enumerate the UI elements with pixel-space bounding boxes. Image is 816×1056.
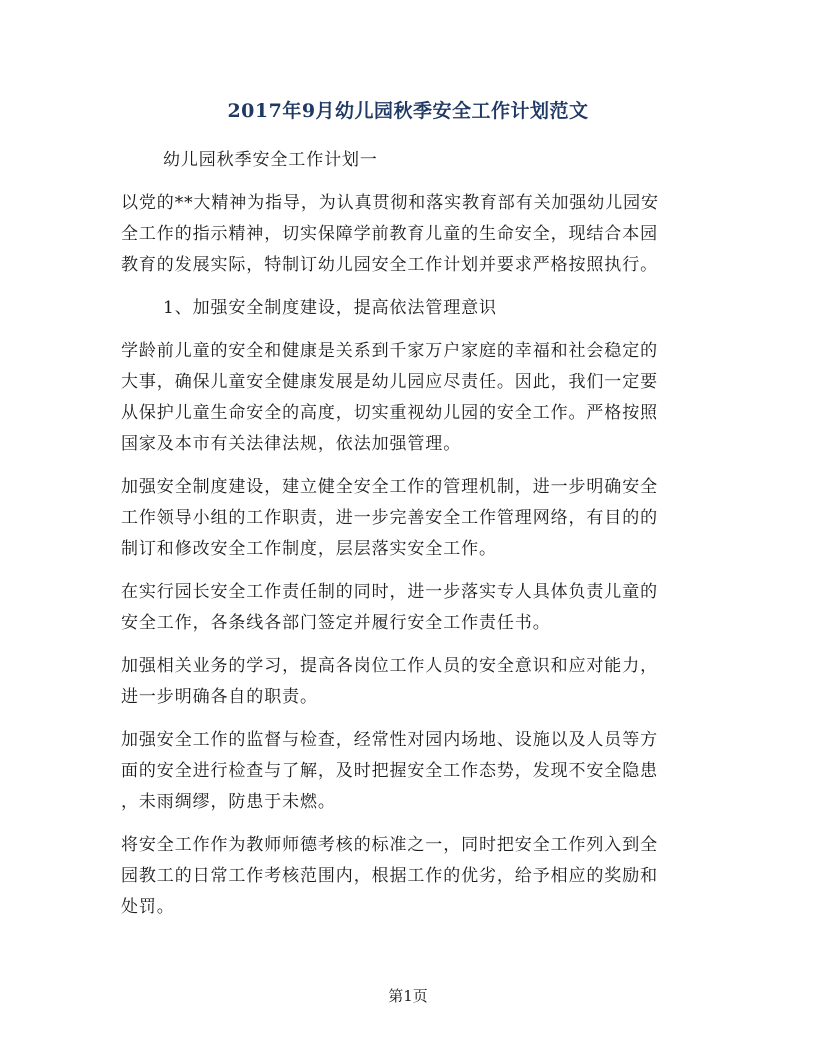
paragraph-gap <box>121 565 697 577</box>
paragraph <box>121 577 697 639</box>
paragraph-gap <box>121 460 697 472</box>
text-line: 处罚。 <box>121 897 175 917</box>
text-line: 教育的发展实际，特制订幼儿园安全工作计划并要求严格按照执行。 <box>121 255 658 275</box>
text-line: 安全工作，各条线各部门签定并履行安全工作责任书。 <box>121 613 551 633</box>
text-line: 进一步明确各自的职责。 <box>121 687 318 707</box>
text-line: 大事，确保儿童安全健康发展是幼儿园应尽责任。因此，我们一定要 <box>121 372 658 392</box>
paragraph <box>121 830 697 923</box>
paragraph-gap <box>121 324 697 336</box>
text-line: 加强相关业务的学习，提高各岗位工作人员的安全意识和应对能力， <box>121 656 658 676</box>
paragraph-gap <box>121 818 697 830</box>
text-line: 制订和修改安全工作制度，层层落实安全工作。 <box>121 539 497 559</box>
text-line: 1、加强安全制度建设，提高依法管理意识 <box>163 298 497 318</box>
paragraph-gap <box>121 176 697 188</box>
paragraph-gap <box>121 713 697 725</box>
text-line: 全工作的指示精神，切实保障学前教育儿童的生命安全，现结合本园 <box>121 224 658 244</box>
document-body <box>121 145 697 923</box>
text-line: 在实行园长安全工作责任制的同时，进一步落实专人具体负责儿童的 <box>121 582 658 602</box>
paragraph <box>121 472 697 565</box>
paragraph <box>121 293 697 324</box>
paragraph <box>121 651 697 713</box>
text-line: 国家及本市有关法律法规，依法加强管理。 <box>121 434 462 454</box>
paragraph <box>121 725 697 818</box>
paragraph-gap <box>121 281 697 293</box>
text-line: ，未雨绸缪，防患于未燃。 <box>121 792 336 812</box>
text-line: 工作领导小组的工作职责，进一步完善安全工作管理网络，有目的的 <box>121 508 658 528</box>
paragraph <box>121 336 697 460</box>
paragraph-gap <box>121 639 697 651</box>
text-line: 园教工的日常工作考核范围内，根据工作的优劣，给予相应的奖励和 <box>121 866 658 886</box>
page-number: 第1页 <box>388 987 428 1005</box>
text-line: 加强安全工作的监督与检查，经常性对园内场地、设施以及人员等方 <box>121 730 658 750</box>
text-line: 面的安全进行检查与了解，及时把握安全工作态势，发现不安全隐患 <box>121 761 658 781</box>
document-title: 2017年9月幼儿园秋季安全工作计划范文 <box>227 100 589 122</box>
text-line: 幼儿园秋季安全工作计划一 <box>163 150 378 170</box>
text-line: 学龄前儿童的安全和健康是关系到千家万户家庭的幸福和社会稳定的 <box>121 341 658 361</box>
paragraph <box>121 145 697 176</box>
text-line: 将安全工作作为教师师德考核的标准之一，同时把安全工作列入到全 <box>121 835 658 855</box>
paragraph <box>121 188 697 281</box>
text-line: 从保护儿童生命安全的高度，切实重视幼儿园的安全工作。严格按照 <box>121 403 658 423</box>
text-line: 以党的**大精神为指导，为认真贯彻和落实教育部有关加强幼儿园安 <box>121 193 659 213</box>
text-line: 加强安全制度建设，建立健全安全工作的管理机制，进一步明确安全 <box>121 477 658 497</box>
